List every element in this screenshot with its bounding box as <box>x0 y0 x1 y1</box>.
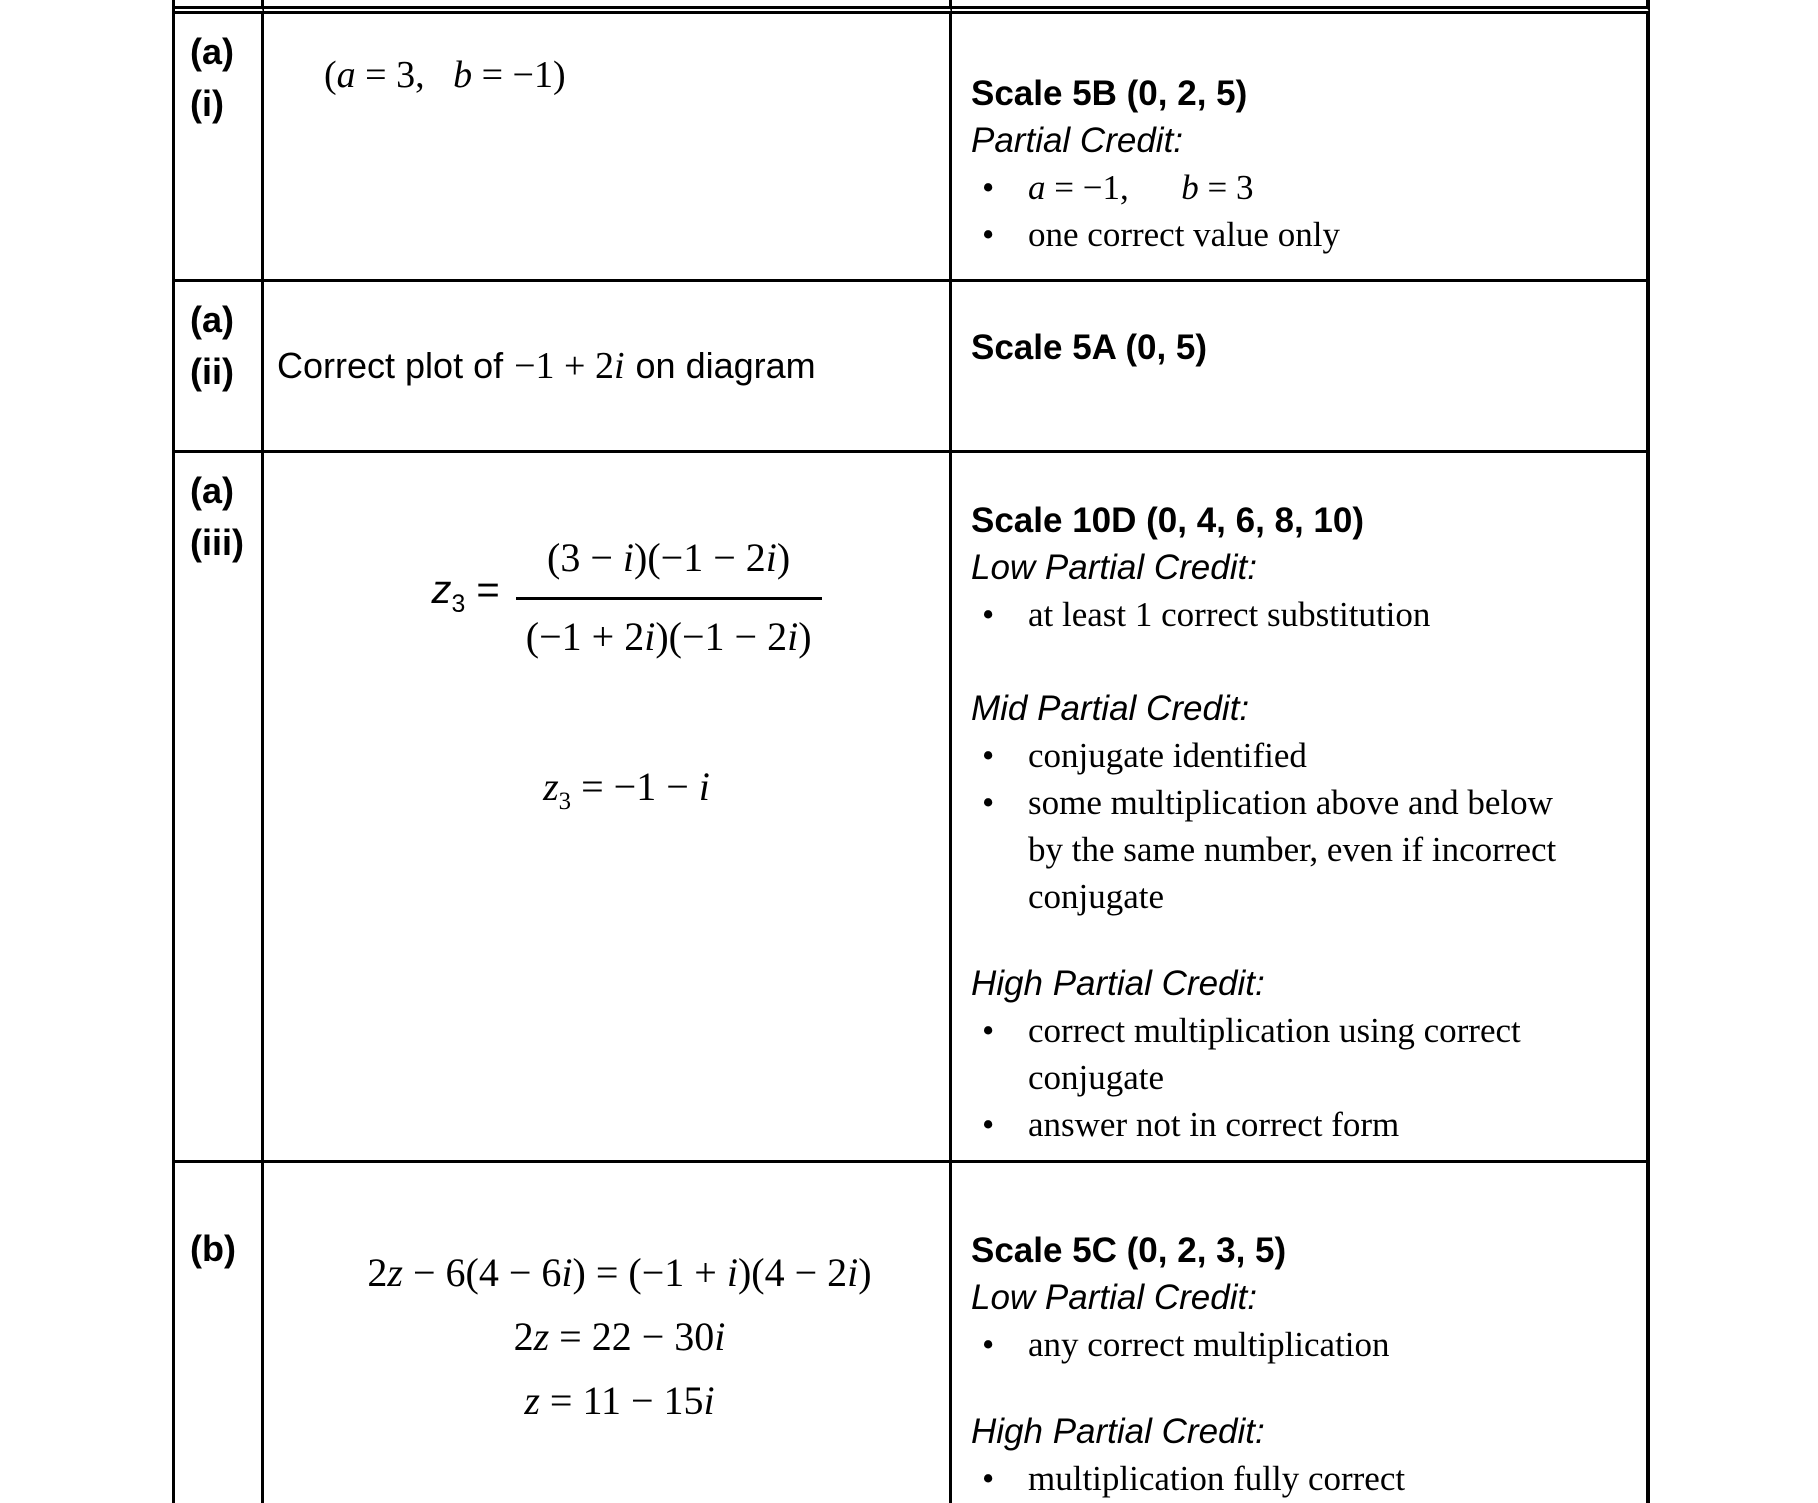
marking-table <box>172 0 1650 1503</box>
bullet-item <box>971 1101 1624 1148</box>
bullet-icon: • <box>982 168 995 207</box>
fraction <box>516 533 822 662</box>
solution-text-prefix: Correct plot of <box>277 345 504 386</box>
solution-math-segment: −1 + 2i <box>514 345 625 387</box>
equation-line: 2z = 22 − 30i <box>513 1314 726 1359</box>
blank-line <box>971 920 1624 960</box>
blank-line <box>971 1368 1624 1408</box>
table-cell-stub-scale <box>952 0 1650 14</box>
scale-cell-a-i <box>952 14 1650 282</box>
bullet-item <box>971 164 1624 211</box>
scale-title: Scale 5C (0, 2, 3, 5) <box>971 1231 1287 1270</box>
solution-cell-a-iii <box>264 453 952 1163</box>
bullet-icon: • <box>982 1011 995 1050</box>
part-label: (a) <box>190 31 234 72</box>
scale-title: Scale 10D (0, 4, 6, 8, 10) <box>971 501 1365 540</box>
part-label: (a) <box>190 299 234 340</box>
part-label-cell-a-iii <box>175 453 264 1163</box>
part-label: (a) <box>190 470 234 511</box>
equation-fraction <box>304 533 949 662</box>
bullet-text-line: correct multiplication using correct <box>1028 1011 1521 1050</box>
credit-label: Low Partial Credit: <box>971 548 1257 587</box>
credit-label: High Partial Credit: <box>971 964 1265 1003</box>
bullet-text: at least 1 correct substitution <box>1028 595 1431 634</box>
scale-title: Scale 5B (0, 2, 5) <box>971 74 1248 113</box>
subpart-label: (ii) <box>190 351 234 392</box>
solution-cell-b <box>264 1163 952 1503</box>
bullet-text-line: by the same number, even if incorrect <box>1028 830 1557 869</box>
bullet-item <box>971 779 1624 920</box>
part-label-cell-a-ii <box>175 282 264 453</box>
subpart-label: (i) <box>190 83 224 124</box>
equation-line: z = 11 − 15i <box>524 1378 715 1423</box>
scale-title: Scale 5A (0, 5) <box>971 328 1208 367</box>
bullet-text-line: some multiplication above and below <box>1028 783 1553 822</box>
bullet-item <box>971 591 1624 638</box>
table-cell-stub-solution <box>264 0 952 14</box>
bullet-icon: • <box>982 1459 995 1498</box>
part-label-cell-b <box>175 1163 264 1503</box>
bullet-text: answer not in correct form <box>1028 1105 1400 1144</box>
fraction-denominator: (−1 + 2i)(−1 − 2i) <box>525 614 812 659</box>
bullet-icon: • <box>982 736 995 775</box>
bullet-text <box>1028 1007 1624 1101</box>
part-label: (b) <box>190 1228 236 1269</box>
scale-cell-a-iii <box>952 453 1650 1163</box>
part-label-cell-a-i <box>175 14 264 282</box>
solution-cell-a-i <box>264 14 952 282</box>
bullet-item <box>971 1455 1624 1502</box>
subpart-label: (iii) <box>190 522 244 563</box>
bullet-icon: • <box>982 783 995 822</box>
equation-result: $z_3 = -1 - i$ <box>543 764 710 815</box>
credit-label: High Partial Credit: <box>971 1412 1265 1451</box>
bullet-item <box>971 732 1624 779</box>
bullet-item <box>971 1007 1624 1101</box>
credit-label: Low Partial Credit: <box>971 1278 1257 1317</box>
solution-cell-a-ii <box>264 282 952 453</box>
bullet-icon: • <box>982 215 995 254</box>
fraction-numerator: (3 − i)(−1 − 2i) <box>516 533 822 600</box>
bullet-icon: • <box>982 1105 995 1144</box>
bullet-text: a = −1, b = 3 <box>1028 168 1254 207</box>
bullet-icon: • <box>982 595 995 634</box>
scale-cell-a-ii <box>952 282 1650 453</box>
credit-label: Mid Partial Credit: <box>971 689 1250 728</box>
solution-text-suffix: on diagram <box>635 345 816 386</box>
scale-cell-b <box>952 1163 1650 1503</box>
table-cell-stub-part <box>175 0 264 14</box>
bullet-text: any correct multiplication <box>1028 1325 1390 1364</box>
equation-line: 2z − 6(4 − 6i) = (−1 + i)(4 − 2i) <box>367 1250 872 1295</box>
bullet-item <box>971 211 1624 258</box>
equation-lhs: $z_3$ = <box>431 568 500 618</box>
bullet-item <box>971 1321 1624 1368</box>
bullet-text: conjugate identified <box>1028 736 1307 775</box>
bullet-text <box>1028 779 1624 920</box>
bullet-icon: • <box>982 1325 995 1364</box>
solution-math: (a = 3, b = −1) <box>324 54 566 96</box>
blank-line <box>971 638 1624 685</box>
bullet-text: one correct value only <box>1028 215 1340 254</box>
bullet-text-line: conjugate <box>1028 877 1165 916</box>
bullet-text-line: conjugate <box>1028 1058 1165 1097</box>
credit-label: Partial Credit: <box>971 121 1184 160</box>
bullet-text: multiplication fully correct <box>1028 1459 1406 1498</box>
